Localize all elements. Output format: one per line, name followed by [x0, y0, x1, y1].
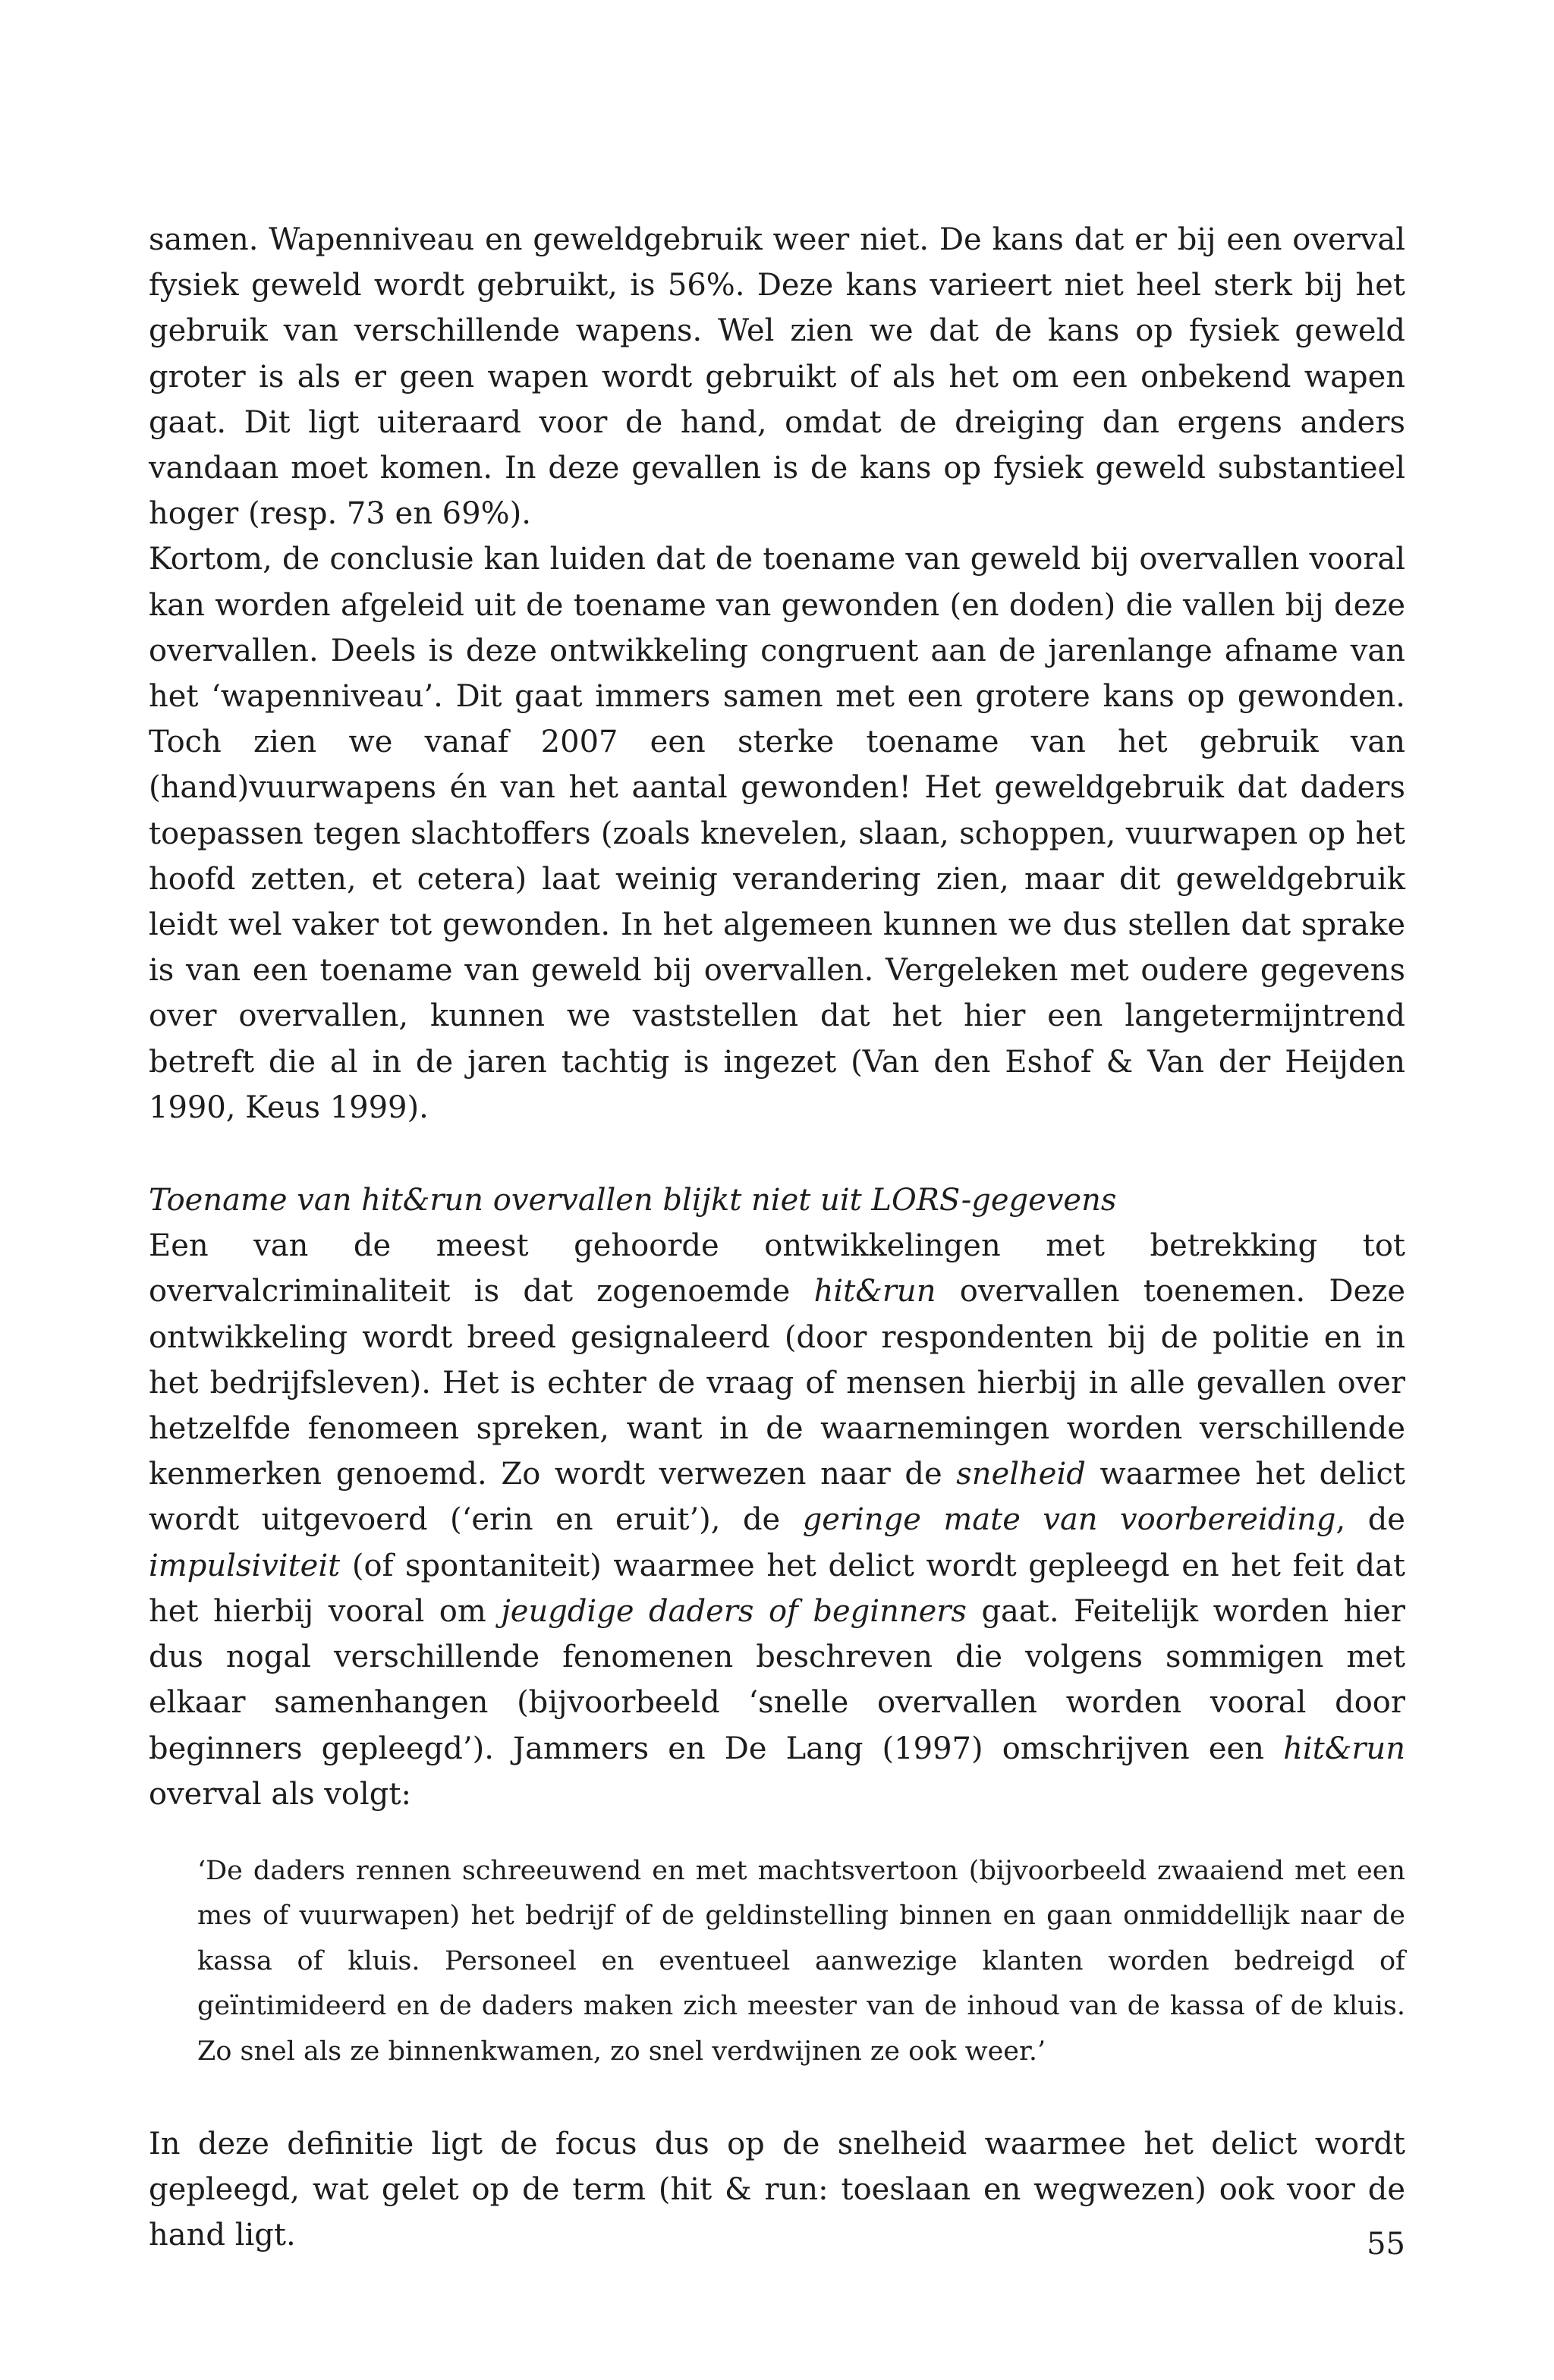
page-number: 55: [1367, 2227, 1405, 2262]
paragraph-3-text: Een van de meest gehoorde ontwikkelingen met betrekking tot overvalcriminaliteit is dat zogenoemde: [149, 1228, 1405, 1309]
paragraph-3-text: overvallen toenemen. Deze ontwikkeling wordt breed gesignaleerd (door respondenten bij de politie en in het bedrijfsleven). Het is echter de vraag of mensen hierbij in alle gevallen over hetzelfde fenomeen spreken, want in de waarnemingen worden verschillende kenmerken genoemd. Zo wordt verwezen naar de: [149, 1274, 1405, 1492]
paragraph-3-text: (of spontaniteit) waarmee het delict wordt gepleegd en het feit dat het hierbij vooral om: [149, 1548, 1405, 1629]
term-jeugdige-daders: jeugdige daders of beginners: [501, 1593, 967, 1629]
term-hit-and-run: hit&run: [813, 1274, 936, 1309]
paragraph-3-text: , de: [1335, 1502, 1405, 1538]
term-hit-and-run: hit&run: [1283, 1731, 1405, 1766]
paragraph-4: In deze definitie ligt de focus dus op de snelheid waarmee het delict wordt gepleegd, wat gelet op de term (hit & run: toeslaan en wegwezen) ook voor de hand ligt.: [149, 2126, 1405, 2253]
term-snelheid: snelheid: [956, 1457, 1086, 1492]
page-body: [149, 217, 1405, 2259]
paragraph-3-text: gaat. Feitelijk worden hier dus nogal verschillende fenomenen beschreven die volgens sommigen met elkaar samenhangen (bijvoorbeeld ‘snelle overvallen worden vooral door beginners gepleegd’). Jammers en De Lang (1997) omschrijven een: [149, 1593, 1405, 1766]
section-heading: Toename van hit&run overvallen blijkt niet uit LORS-gegevens: [149, 1183, 1117, 1218]
paragraph-2: Kortom, de conclusie kan luiden dat de toename van geweld bij overvallen vooral kan worden afgeleid uit de toename van gewonden (en doden) die vallen bij deze overvallen. Deels is deze ontwikkeling congruent aan de jarenlange afname van het ‘wapenniveau’. Dit gaat immers samen met een grotere kans op gewonden. Toch zien we vanaf 2007 een sterke toename van het gebruik van (hand)vuurwapens én van het aantal gewonden! Het geweldgebruik dat daders toepassen tegen slachtoffers (zoals knevelen, slaan, schoppen, vuurwapen op het hoofd zetten, et cetera) laat weinig verandering zien, maar dit geweldgebruik leidt wel vaker tot gewonden. In het algemeen kunnen we dus stellen dat sprake is van een toename van geweld bij overvallen. Vergeleken met oudere gegevens over overvallen, kunnen we vaststellen dat het hier een langetermijntrend betreft die al in de jaren tachtig is ingezet (Van den Eshof & Van der Heijden 1990, Keus 1999).: [149, 542, 1405, 1125]
paragraph-1: samen. Wapenniveau en geweldgebruik weer niet. De kans dat er bij een overval fysiek geweld wordt gebruikt, is 56%. Deze kans varieert niet heel sterk bij het gebruik van verschillende wapens. Wel zien we dat de kans op fysiek geweld groter is als er geen wapen wordt gebruikt of als het om een onbekend wapen gaat. Dit ligt uiteraard voor de hand, omdat de dreiging dan ergens anders vandaan moet komen. In deze gevallen is de kans op fysiek geweld substantieel hoger (resp. 73 en 69%).: [149, 222, 1405, 532]
term-impulsiviteit: impulsiviteit: [149, 1548, 341, 1583]
paragraph-3-text: overval als volgt:: [149, 1776, 411, 1812]
paragraph-3-text: waarmee het delict wordt uitgevoerd (‘erin en eruit’), de: [149, 1457, 1405, 1538]
block-quote: ‘De daders rennen schreeuwend en met machtsvertoon (bijvoorbeeld zwaaiend met een mes of vuurwapen) het bedrijf of de geldinstelling binnen en gaan onmiddellijk naar de kassa of kluis. Personeel en eventueel aanwezige klanten worden bedreigd of geïntimideerd en de daders maken zich meester van de inhoud van de kassa of de kluis. Zo snel als ze binnenkwamen, zo snel verdwijnen ze ook weer.’: [197, 1855, 1405, 2067]
term-geringe-mate-van-voorbereiding: geringe mate van voorbereiding: [802, 1502, 1336, 1538]
paragraph-3: [149, 1223, 1405, 1817]
